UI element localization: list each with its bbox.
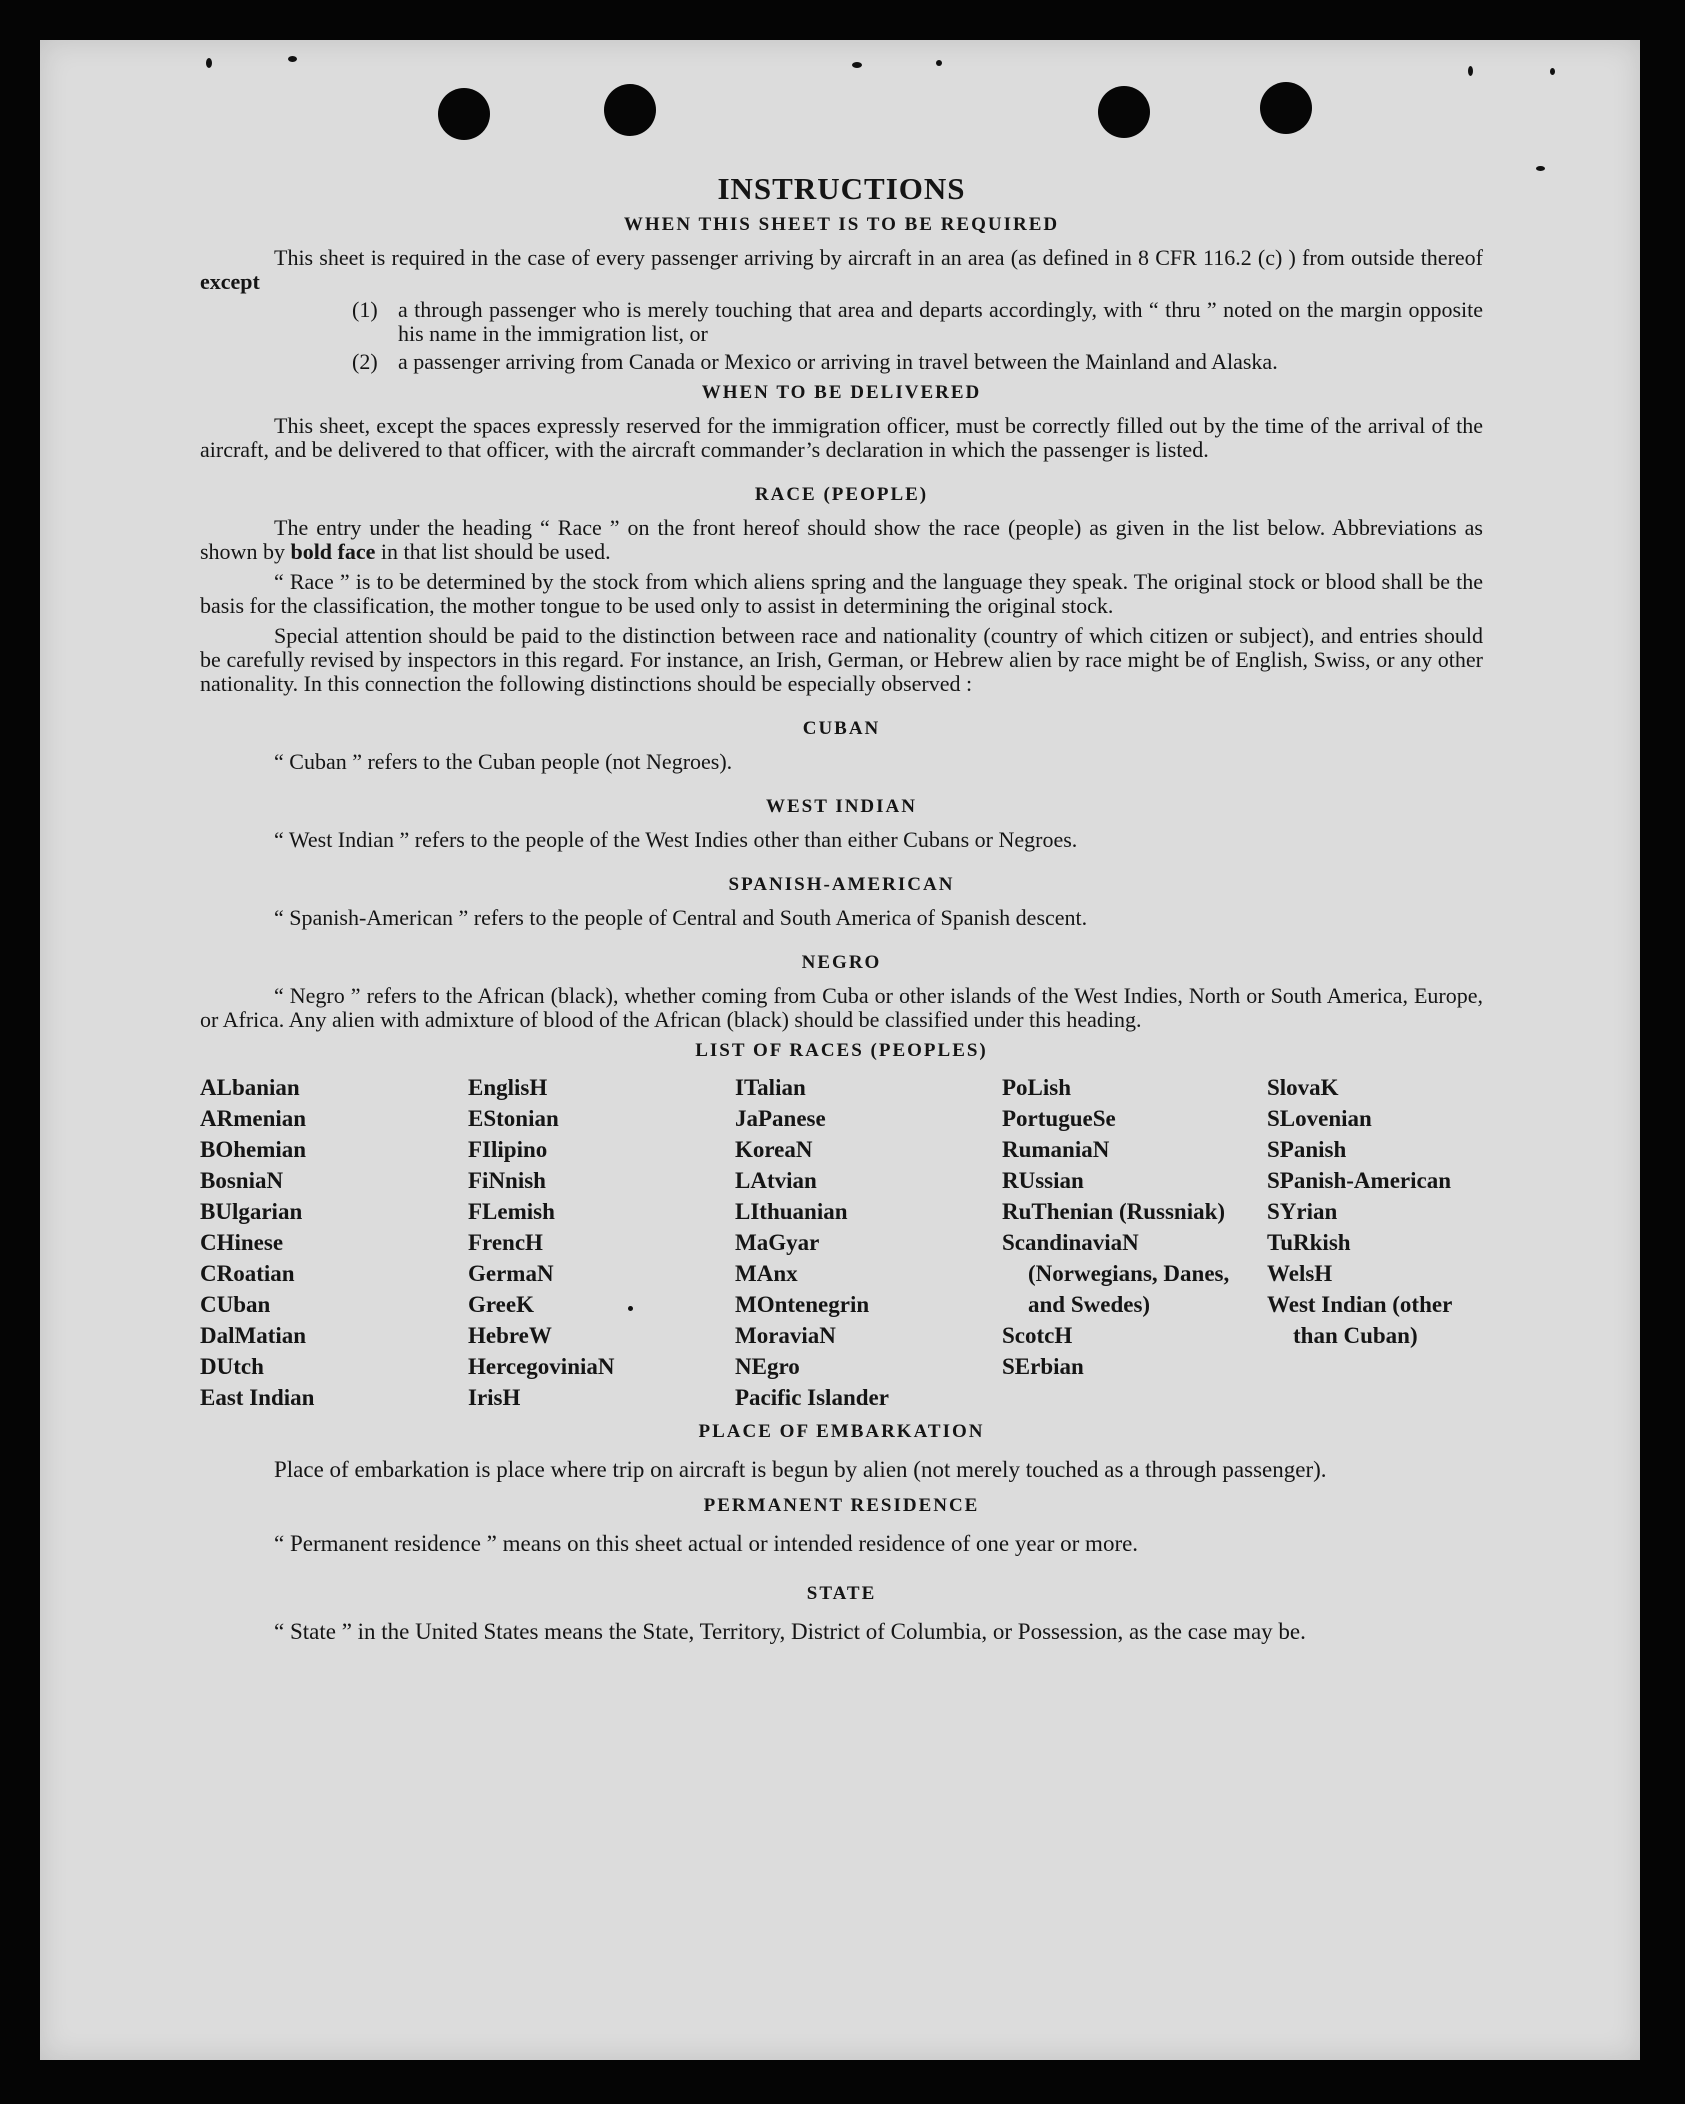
race-item: BosniaN <box>200 1168 284 1193</box>
race-paragraph-3: Special attention should be paid to the distinction between race and nationality (country of which citizen or subject), and entries should be carefully revised by inspectors in this regard. For instance, an Irish, German, or Hebrew alien by race might be of English, Swiss, or any other nationality. In this connection the following distinctions should be especially observed : <box>200 623 1483 696</box>
dust-speck <box>206 58 212 68</box>
race-item: RuThenian (Russniak) <box>1002 1199 1226 1224</box>
punch-hole <box>1260 82 1312 134</box>
punch-hole <box>604 84 656 136</box>
dust-speck <box>288 56 297 62</box>
race-item: MaGyar <box>735 1230 820 1255</box>
race-item: CUban <box>200 1292 271 1317</box>
race-item: FLemish <box>468 1199 555 1224</box>
race-item: Pacific Islander <box>735 1385 889 1410</box>
race-item: SPanish <box>1267 1137 1347 1162</box>
races-column <box>1002 1072 1267 1413</box>
races-column <box>1267 1072 1483 1413</box>
race-item: RUssian <box>1002 1168 1084 1193</box>
race-item: JaPanese <box>735 1106 826 1131</box>
dust-speck <box>852 62 862 68</box>
heading-when-delivered: WHEN TO BE DELIVERED <box>701 382 982 403</box>
when-delivered-text: This sheet, except the spaces expressly reserved for the immigration officer, must be correctly filled out by the time of the arrival of the aircraft, and be delivered to that officer, with the aircraft commander’s declaration in which the passenger is listed. <box>200 413 1483 462</box>
dust-speck <box>936 60 942 66</box>
race-item: East Indian <box>200 1385 315 1410</box>
race-item: ScandinaviaN (Norwegians, Danes, and Swedes) <box>1002 1230 1230 1317</box>
race-item: GermaN <box>468 1261 554 1286</box>
race-item: MOntenegrin <box>735 1292 870 1317</box>
list-item-number: (1) <box>352 297 378 322</box>
list-item-number: (2) <box>352 349 378 374</box>
race-item: EStonian <box>468 1106 559 1131</box>
race-item: HercegoviniaN <box>468 1354 615 1379</box>
race-item: EnglisH <box>468 1075 548 1100</box>
heading-race: RACE (PEOPLE) <box>754 484 929 505</box>
race-item: RumaniaN <box>1002 1137 1110 1162</box>
dust-speck <box>1550 68 1555 75</box>
race-item: KoreaN <box>735 1137 813 1162</box>
race-item: LAtvian <box>735 1168 817 1193</box>
race-item: NEgro <box>735 1354 800 1379</box>
races-table <box>200 1072 1483 1413</box>
race-item: FiNnish <box>468 1168 546 1193</box>
race-item: WelsH <box>1267 1261 1333 1286</box>
races-column <box>200 1072 468 1413</box>
race-item: CRoatian <box>200 1261 295 1286</box>
race-item: DUtch <box>200 1354 264 1379</box>
heading-list-of-races: LIST OF RACES (PEOPLES) <box>695 1040 988 1061</box>
race-item: BOhemian <box>200 1137 307 1162</box>
race-item: HebreW <box>468 1323 552 1348</box>
race-item: DalMatian <box>200 1323 307 1348</box>
heading-when-required: WHEN THIS SHEET IS TO BE REQUIRED <box>623 214 1060 235</box>
except-bold-text: except <box>200 269 260 294</box>
list-item <box>352 298 1483 346</box>
west-indian-text: “ West Indian ” refers to the people of the West Indies other than either Cubans or Negroes. <box>274 827 1078 852</box>
race-item: GreeK <box>468 1292 534 1317</box>
race-paragraph-2: “ Race ” is to be determined by the stock from which aliens spring and the language they speak. The original stock or blood shall be the basis for the classification, the mother tongue to be used only to assist in determining the original stock. <box>200 569 1483 618</box>
list-item <box>352 350 1483 374</box>
race-item: SlovaK <box>1267 1075 1339 1100</box>
races-column <box>735 1072 1002 1413</box>
page-title: INSTRUCTIONS <box>717 171 966 206</box>
race-item: FrencH <box>468 1230 543 1255</box>
race-item: FIlipino <box>468 1137 548 1162</box>
list-item-text: a passenger arriving from Canada or Mexico or arriving in travel between the Mainland and Alaska. <box>398 349 1278 374</box>
race-item: ITalian <box>735 1075 806 1100</box>
race-item: MAnx <box>735 1261 798 1286</box>
heading-permanent-residence: PERMANENT RESIDENCE <box>703 1495 980 1516</box>
race-item: SErbian <box>1002 1354 1084 1379</box>
spanish-american-text: “ Spanish-American ” refers to the people of Central and South America of Spanish descent. <box>274 905 1088 930</box>
race-item: SLovenian <box>1267 1106 1372 1131</box>
cuban-text: “ Cuban ” refers to the Cuban people (not Negroes). <box>274 749 733 774</box>
race-item: ARmenian <box>200 1106 307 1131</box>
negro-text: “ Negro ” refers to the African (black), whether coming from Cuba or other islands of the West Indies, North or South America, Europe, or Africa. Any alien with admixture of blood of the African (black) should be classified under this heading. <box>200 983 1483 1032</box>
race-item: BUlgarian <box>200 1199 303 1224</box>
when-required-intro: This sheet is required in the case of every passenger arriving by aircraft in an area (as defined in 8 CFR 116.2 (c) ) from outside thereof except <box>200 245 1483 294</box>
heading-place-of-embarkation: PLACE OF EMBARKATION <box>698 1421 985 1442</box>
race-item: PoLish <box>1002 1075 1072 1100</box>
place-of-embarkation-text: Place of embarkation is place where trip on aircraft is begun by alien (not merely touched as a through passenger). <box>274 1457 1327 1482</box>
race-item: ALbanian <box>200 1075 300 1100</box>
race-item: SPanish-American <box>1267 1168 1451 1193</box>
dust-speck <box>1468 66 1473 76</box>
heading-state: STATE <box>806 1583 877 1604</box>
instructions-content <box>200 172 1483 1649</box>
race-item: PortugueSe <box>1002 1106 1116 1131</box>
race-item: SYrian <box>1267 1199 1338 1224</box>
closing-sections <box>200 1421 1483 1649</box>
state-text: “ State ” in the United States means the State, Territory, District of Columbia, or Possession, as the case may be. <box>274 1619 1306 1644</box>
race-item: ScotcH <box>1002 1323 1073 1348</box>
punch-hole <box>1098 86 1150 138</box>
list-item-text: a through passenger who is merely touching that area and departs accordingly, with “ thru ” noted on the margin opposite his name in the immigration list, or <box>398 297 1483 346</box>
heading-spanish-american: SPANISH-AMERICAN <box>728 874 955 895</box>
race-item: LIthuanian <box>735 1199 848 1224</box>
race-item: IrisH <box>468 1385 521 1410</box>
races-column <box>468 1072 735 1413</box>
permanent-residence-text: “ Permanent residence ” means on this sheet actual or intended residence of one year or more. <box>274 1531 1139 1556</box>
race-item: TuRkish <box>1267 1230 1351 1255</box>
dust-speck <box>1536 166 1545 171</box>
bold-face-text: bold face <box>290 539 376 564</box>
race-paragraph-1: The entry under the heading “ Race ” on the front hereof should show the race (people) as given in the list below. Abbreviations as shown by bold face in that list should be used. <box>200 515 1483 564</box>
heading-negro: NEGRO <box>801 952 882 973</box>
heading-west-indian: WEST INDIAN <box>766 796 917 817</box>
punch-hole <box>438 88 490 140</box>
heading-cuban: CUBAN <box>802 718 881 739</box>
race-item: MoraviaN <box>735 1323 836 1348</box>
race-item: West Indian (other than Cuban) <box>1267 1292 1452 1348</box>
race-item: CHinese <box>200 1230 284 1255</box>
